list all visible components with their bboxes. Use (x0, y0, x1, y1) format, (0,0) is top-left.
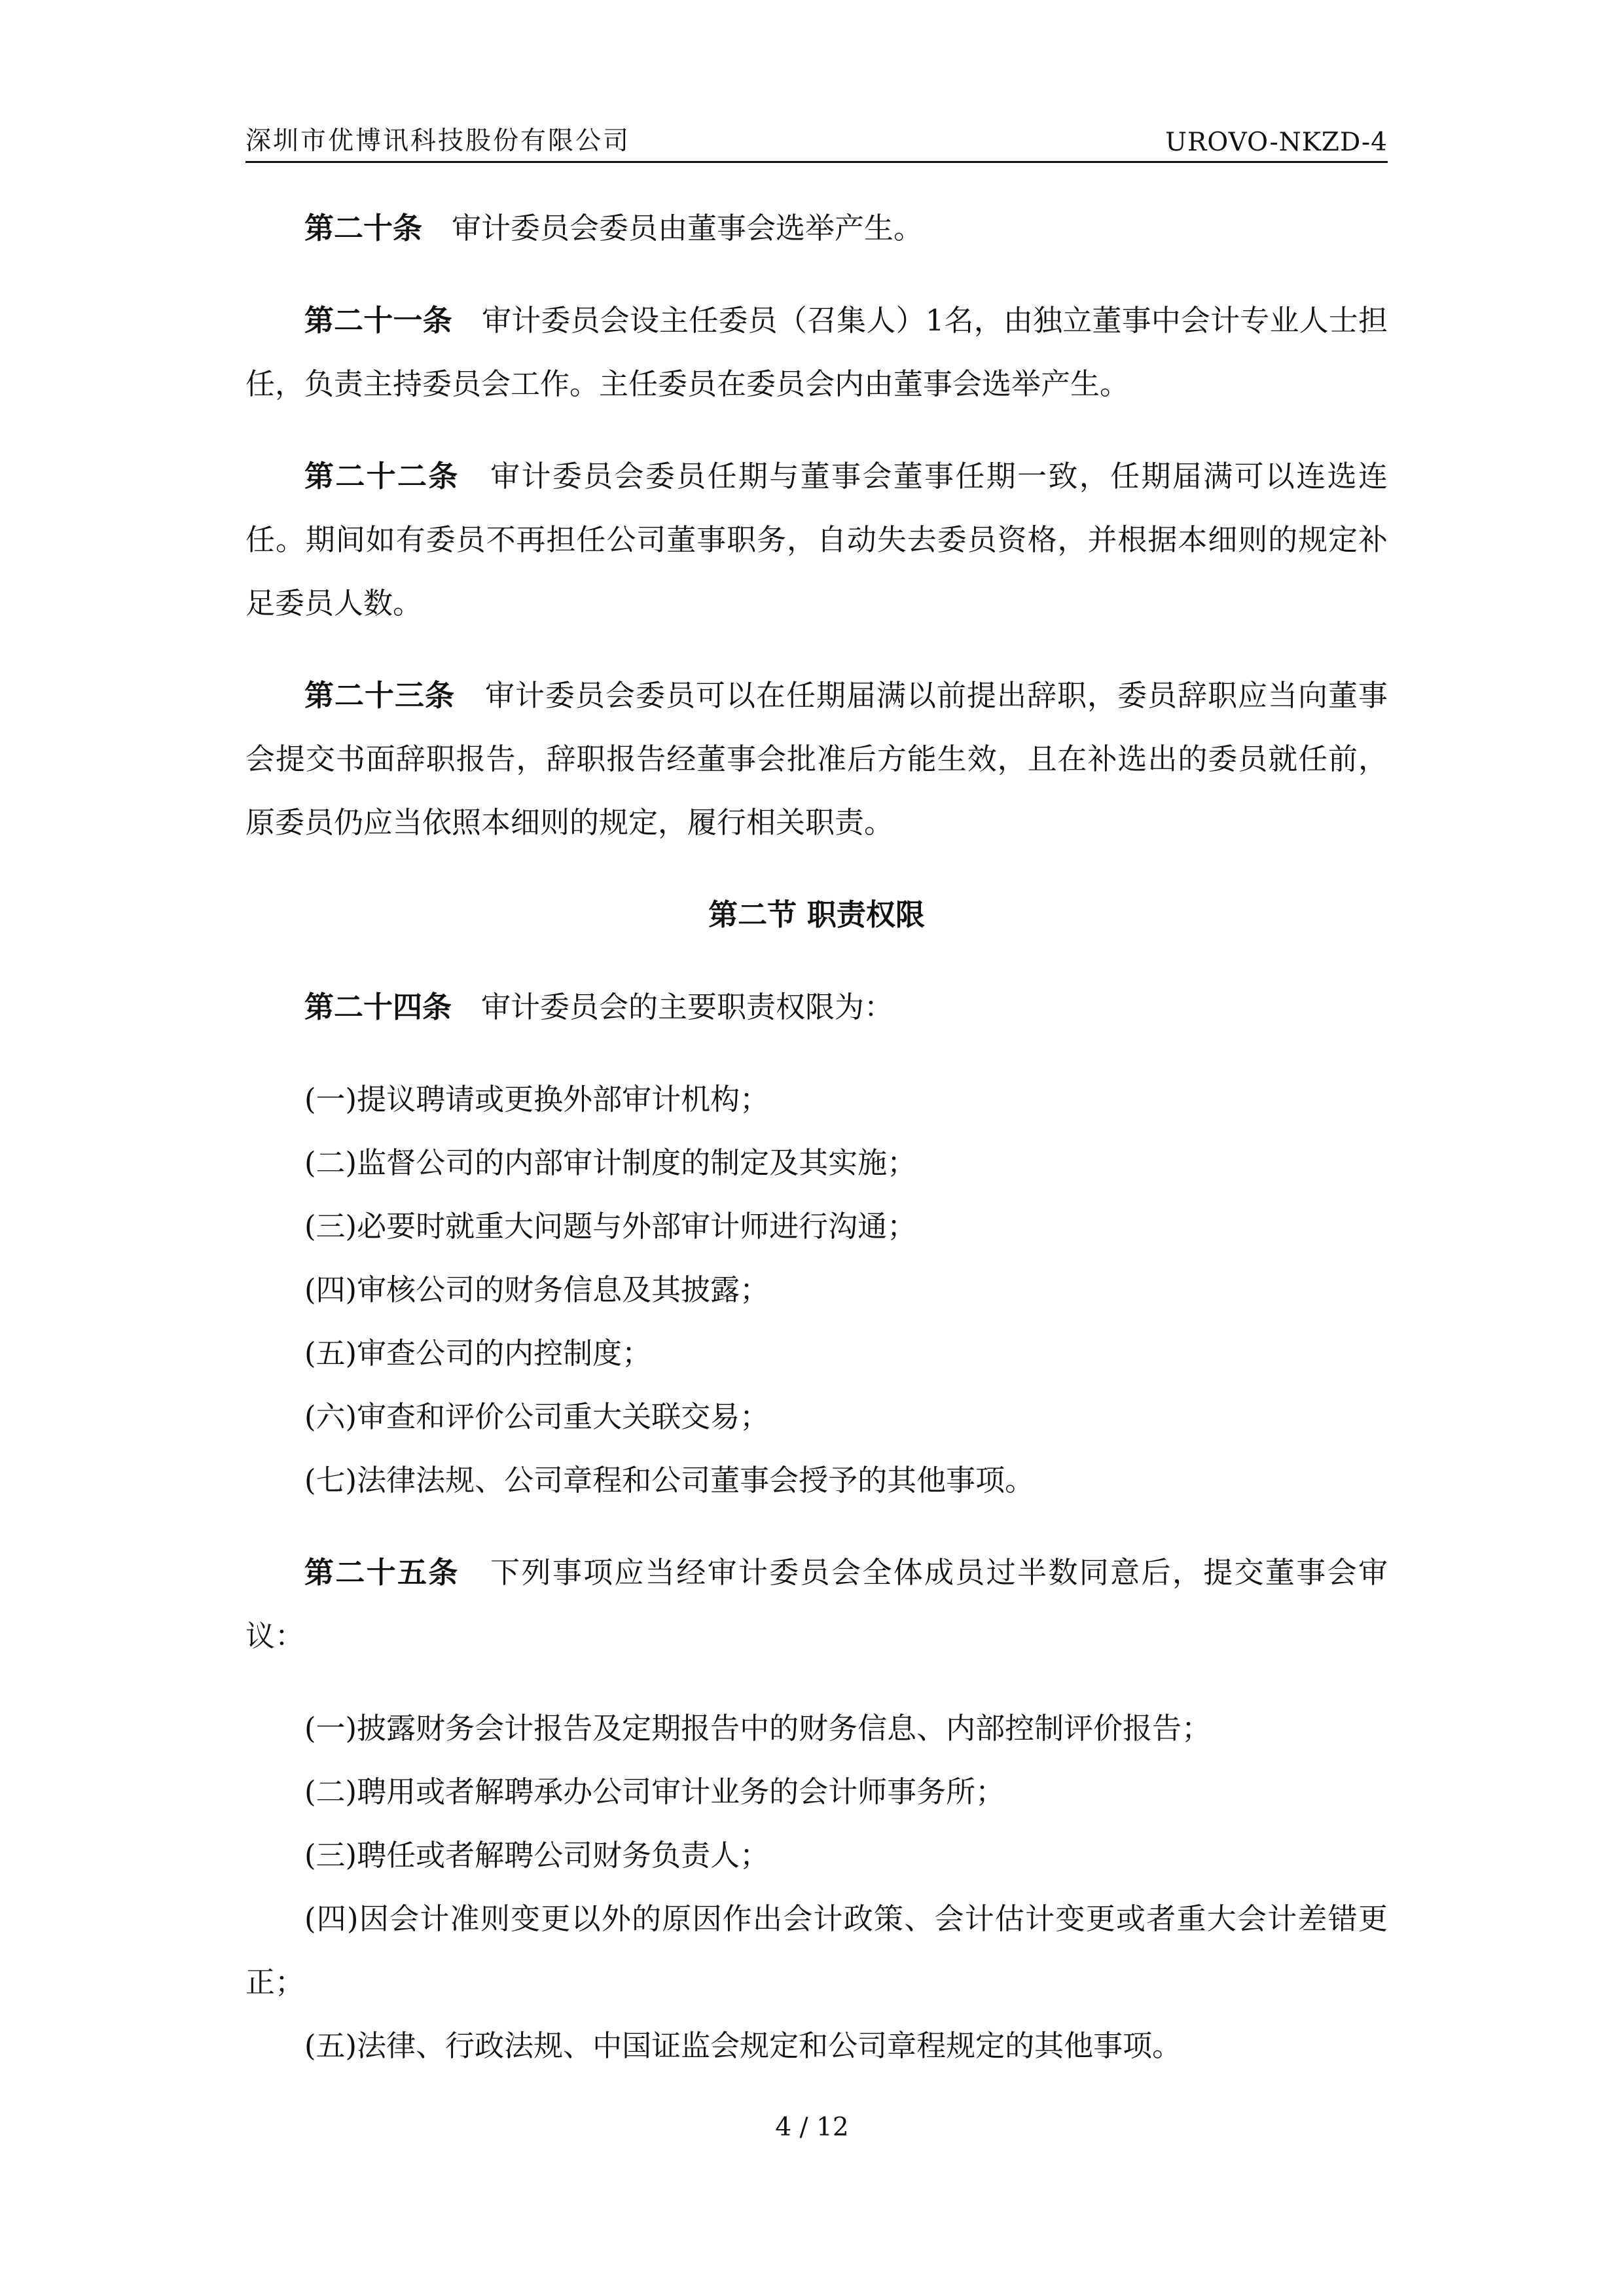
article-23 (245, 664, 1388, 854)
list-item: (二)监督公司的内部审计制度的制定及其实施； (304, 1145, 917, 1180)
document-code: UROVO-NKZD-4 (1165, 128, 1388, 157)
list-item: (六)审查和评价公司重大关联交易； (304, 1399, 770, 1434)
article-heading: 第二十三条 (304, 678, 455, 713)
section-title: 第二节 职责权限 (708, 897, 925, 932)
list-item: (一)提议聘请或更换外部审计机构； (304, 1082, 770, 1117)
article-text: 审计委员会委员可以在任期届满以前提出辞职，委员辞职应当向董事会提交书面辞职报告，辞职报告经董事会批准后方能生效，且在补选出的委员就任前，原委员仍应当依照本细则的规定，履行相关职责。 (245, 678, 1388, 840)
article-25 (245, 1541, 1388, 1668)
article-21 (245, 289, 1388, 416)
list-item: (五)法律、行政法规、中国证监会规定和公司章程规定的其他事项。 (304, 2028, 1182, 2063)
article-24 (245, 975, 1388, 1039)
article-heading: 第二十一条 (304, 303, 452, 338)
list-item: (二)聘用或者解聘承办公司审计业务的会计师事务所； (304, 1774, 1005, 1809)
list-item: (一)披露财务会计报告及定期报告中的财务信息、内部控制评价报告； (304, 1711, 1212, 1746)
page-number: 4 / 12 (775, 2113, 849, 2142)
article-20 (245, 196, 1388, 260)
list-item: (三)聘任或者解聘公司财务负责人； (304, 1838, 770, 1873)
article-22 (245, 444, 1388, 635)
article-heading: 第二十二条 (304, 459, 460, 493)
article-text: 下列事项应当经审计委员会全体成员过半数同意后，提交董事会审议： (245, 1555, 1388, 1653)
article-text: 审计委员会委员任期与董事会董事任期一致，任期届满可以连选连任。期间如有委员不再担任公司董事职务，自动失去委员资格，并根据本细则的规定补足委员人数。 (245, 459, 1388, 620)
document-body (245, 196, 1388, 2077)
article-heading: 第二十五条 (304, 1555, 460, 1590)
article-heading: 第二十条 (304, 211, 423, 245)
list-item: (四)因会计准则变更以外的原因作出会计政策、会计估计变更或者重大会计差错更正； (245, 1901, 1388, 2000)
list-item: (七)法律法规、公司章程和公司董事会授予的其他事项。 (304, 1463, 1035, 1498)
article-text: 审计委员会的主要职责权限为： (481, 990, 894, 1024)
article-text: 审计委员会设主任委员（召集人）1名，由独立董事中会计专业人士担任，负责主持委员会工作。主任委员在委员会内由董事会选举产生。 (245, 303, 1388, 401)
article-heading: 第二十四条 (304, 990, 452, 1024)
article-text: 审计委员会委员由董事会选举产生。 (452, 211, 924, 245)
list-item: (四)审核公司的财务信息及其披露； (304, 1272, 770, 1307)
list-spacer (245, 1512, 1388, 1541)
list-item: (五)审查公司的内控制度； (304, 1336, 652, 1371)
company-name: 深圳市优博讯科技股份有限公司 (245, 126, 631, 156)
header-divider (245, 161, 1388, 163)
list-item: (三)必要时就重大问题与外部审计师进行沟通； (304, 1209, 917, 1244)
page-header (245, 117, 1388, 162)
